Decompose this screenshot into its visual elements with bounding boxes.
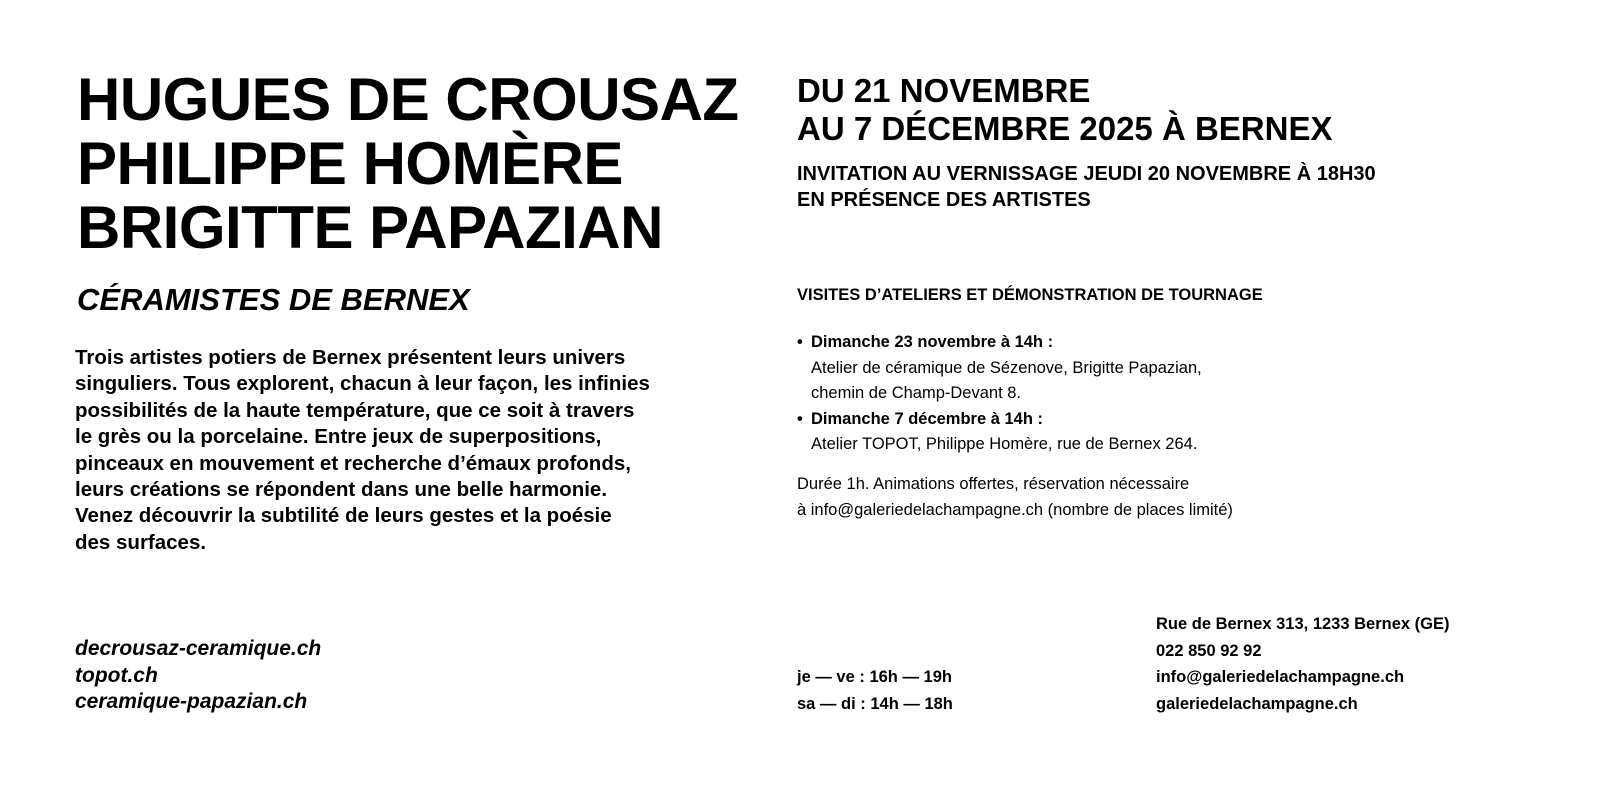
visits-list (797, 330, 1202, 458)
bullet-icon: • (797, 333, 803, 351)
description-line: Venez découvrir la subtilité de leurs gestes et la poésie (75, 504, 612, 528)
visit-place: Atelier TOPOT, Philippe Homère, rue de Bernex 264. (811, 435, 1198, 453)
gallery-phone[interactable]: 022 850 92 92 (1156, 641, 1262, 660)
gallery-address: Rue de Bernex 313, 1233 Bernex (GE) (1156, 615, 1450, 633)
list-item (797, 330, 1202, 407)
description-line: singuliers. Tous explorent, chacun à leur façon, les infinies (75, 372, 650, 396)
visit-date: Dimanche 23 novembre à 14h : (811, 333, 1054, 351)
visit-date: Dimanche 7 décembre à 14h : (811, 409, 1044, 428)
website-link[interactable]: ceramique-papazian.ch (75, 690, 308, 713)
duration-line: à info@galeriedelachampagne.ch (nombre de places limité) (797, 500, 1233, 519)
hours-line: je — ve : 16h — 19h (797, 668, 952, 686)
visit-place: chemin de Champ-Devant 8. (811, 384, 1022, 402)
visit-duration-info (797, 472, 1233, 523)
exhibition-description (75, 345, 755, 556)
description-line: des surfaces. (75, 530, 207, 554)
bullet-icon: • (797, 409, 803, 428)
artist-name: BRIGITTE PAPAZIAN (77, 194, 663, 261)
artist-name: PHILIPPE HOMÈRE (77, 130, 623, 197)
description-line: pinceaux en mouvement et recherche d’émaux profonds, (75, 451, 631, 475)
duration-line: Durée 1h. Animations offertes, réservation nécessaire (797, 475, 1190, 493)
description-line: leurs créations se répondent dans une belle harmonie. (75, 478, 608, 502)
visits-heading: VISITES D’ATELIERS ET DÉMONSTRATION DE TOURNAGE (797, 286, 1263, 304)
opening-hours (797, 664, 953, 717)
vernissage-invitation (797, 161, 1376, 213)
invitation-line: EN PRÉSENCE DES ARTISTES (797, 189, 1091, 211)
description-line: Trois artistes potiers de Bernex présentent leurs univers (75, 346, 626, 369)
exhibition-subtitle: CÉRAMISTES DE BERNEX (77, 282, 470, 317)
date-line: AU 7 DÉCEMBRE 2025 À BERNEX (797, 110, 1333, 147)
description-line: le grès ou la porcelaine. Entre jeux de superpositions, (75, 425, 602, 449)
description-line: possibilités de la haute température, que ce soit à travers (75, 398, 635, 422)
gallery-email[interactable]: info@galeriedelachampagne.ch (1156, 668, 1405, 686)
website-link[interactable]: topot.ch (75, 663, 158, 687)
hours-line: sa — di : 14h — 18h (797, 694, 953, 713)
date-line: DU 21 NOVEMBRE (797, 72, 1091, 109)
artist-websites (75, 636, 321, 716)
website-link[interactable]: decrousaz-ceramique.ch (75, 637, 322, 660)
list-item (797, 407, 1202, 458)
gallery-website[interactable]: galeriedelachampagne.ch (1156, 694, 1358, 713)
artist-names (77, 68, 739, 260)
artist-name: HUGUES DE CROUSAZ (77, 66, 739, 133)
exhibition-dates (797, 72, 1332, 148)
gallery-contact (1156, 611, 1449, 717)
invitation-line: INVITATION AU VERNISSAGE JEUDI 20 NOVEMBRE À 18H30 (797, 163, 1376, 185)
visit-place: Atelier de céramique de Sézenove, Brigitte Papazian, (811, 358, 1202, 377)
